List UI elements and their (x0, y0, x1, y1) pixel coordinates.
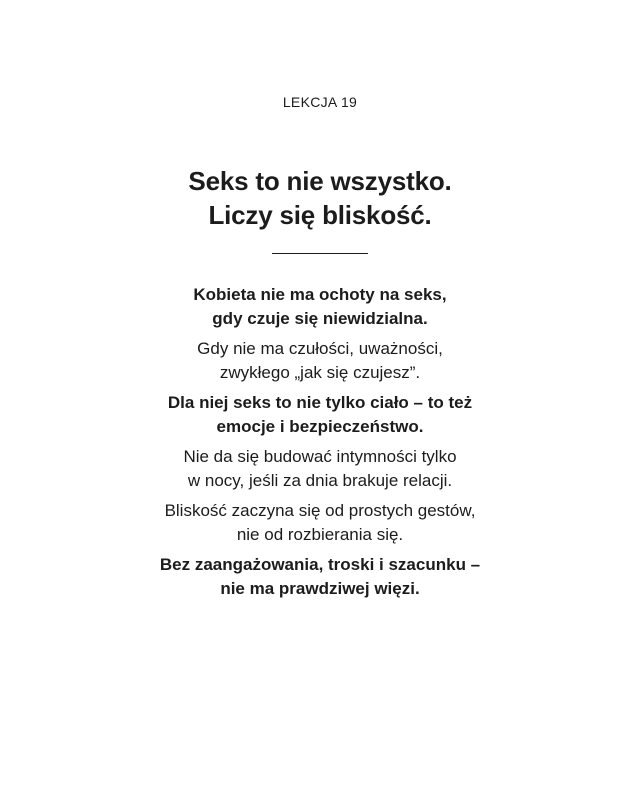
paragraph-2 (0, 337, 640, 384)
title-divider (272, 253, 368, 254)
paragraph-6 (0, 553, 640, 600)
paragraph-line: nie ma prawdziwej więzi. (220, 578, 420, 598)
paragraph-line: gdy czuje się niewidzialna. (212, 308, 428, 328)
paragraph-line: w nocy, jeśli za dnia brakuje relacji. (187, 470, 453, 490)
paragraph-1 (0, 283, 640, 330)
paragraph-line: Nie da się budować intymności tylko (183, 447, 457, 466)
paragraph-line: Bliskość zaczyna się od prostych gestów, (164, 501, 476, 520)
paragraph-line: Gdy nie ma czułości, uważności, (197, 339, 443, 358)
paragraph-5 (0, 499, 640, 546)
title-line-1: Seks to nie wszystko. (188, 166, 452, 196)
paragraph-line: Bez zaangażowania, troski i szacunku – (159, 555, 481, 574)
paragraph-3 (0, 391, 640, 438)
paragraph-line: Dla niej seks to nie tylko ciało – to też (167, 393, 473, 412)
paragraph-line: nie od rozbierania się. (236, 524, 404, 544)
paragraph-line: Kobieta nie ma ochoty na seks, (193, 285, 447, 304)
paragraph-line: emocje i bezpieczeństwo. (216, 416, 424, 436)
page-title (0, 164, 640, 232)
lesson-label: LEKCJA 19 (282, 94, 358, 110)
paragraph-line: zwykłego „jak się czujesz”. (219, 362, 421, 382)
lesson-body (0, 283, 640, 607)
title-line-2: Liczy się bliskość. (208, 200, 432, 230)
paragraph-4 (0, 445, 640, 492)
